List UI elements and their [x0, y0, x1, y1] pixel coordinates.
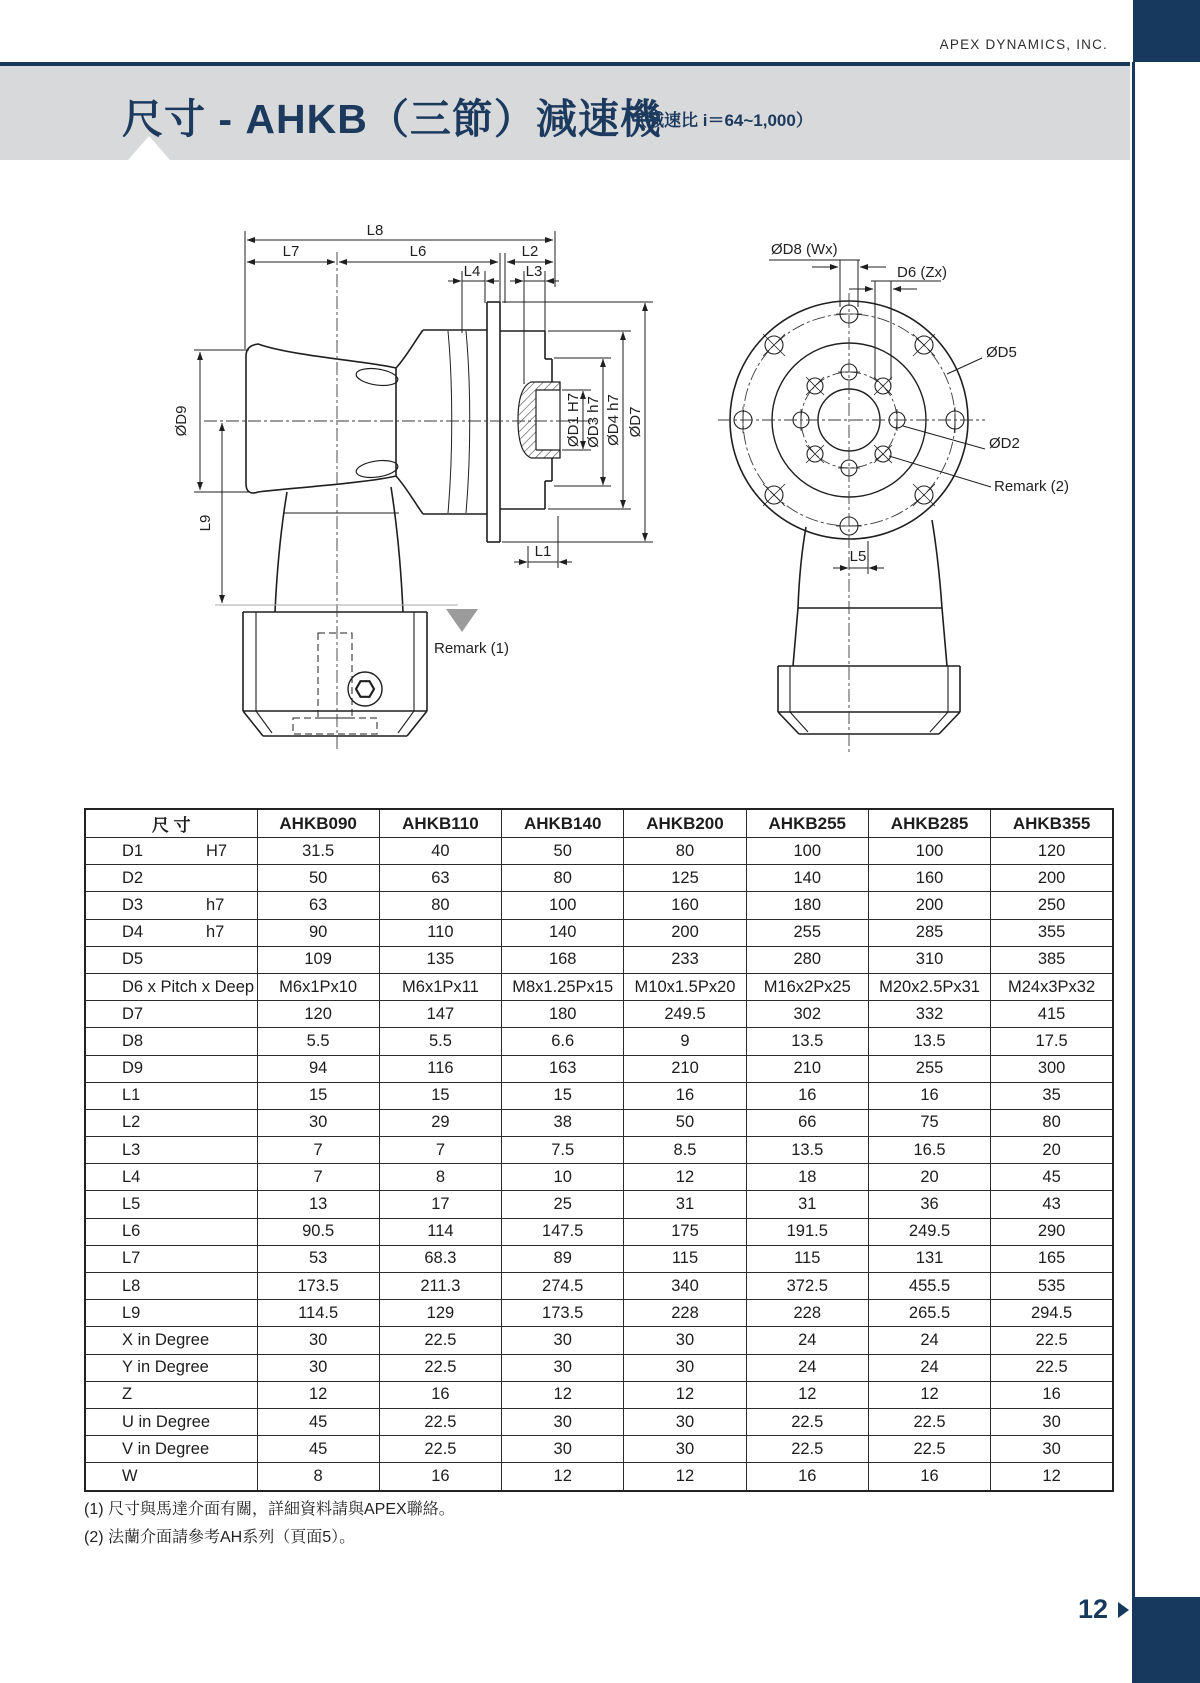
row-label-name: D4 — [122, 923, 144, 942]
row-label-name: L1 — [122, 1086, 141, 1105]
cell-value: 50 — [624, 1109, 746, 1136]
cell-value: 290 — [991, 1218, 1113, 1245]
cell-value: 30 — [624, 1354, 746, 1381]
cell-value: M20x2.5Px31 — [868, 973, 990, 1000]
cell-value: 30 — [991, 1436, 1113, 1463]
cell-value: 13.5 — [746, 1028, 868, 1055]
cell-value: 332 — [868, 1001, 990, 1028]
cell-value: 80 — [379, 892, 501, 919]
cell-value: 163 — [502, 1055, 624, 1082]
dim-label-d5: ØD5 — [986, 344, 1017, 361]
row-label — [85, 973, 257, 1000]
cell-value: 100 — [746, 838, 868, 865]
footnote-2: (2) 法蘭介面請參考AH系列（頁面5）。 — [84, 1529, 356, 1546]
col-header-model: AHKB355 — [991, 809, 1113, 838]
row-label-name: Z — [122, 1385, 133, 1404]
remark1-triangle — [446, 609, 478, 632]
cell-value: 372.5 — [746, 1273, 868, 1300]
dim-label-d4: ØD4 h7 — [605, 394, 622, 446]
cell-value: 415 — [991, 1001, 1113, 1028]
cell-value: 22.5 — [746, 1408, 868, 1435]
dim-label-l6: L6 — [409, 243, 427, 260]
cell-value: 24 — [746, 1354, 868, 1381]
cell-value: 22.5 — [379, 1327, 501, 1354]
row-label — [85, 838, 257, 865]
cell-value: 7 — [379, 1137, 501, 1164]
row-label — [85, 1300, 257, 1327]
cell-value: 17 — [379, 1191, 501, 1218]
cell-value: 115 — [746, 1245, 868, 1272]
cell-value: 233 — [624, 946, 746, 973]
cell-value: 455.5 — [868, 1273, 990, 1300]
cell-value: 12 — [624, 1164, 746, 1191]
cell-value: 30 — [624, 1327, 746, 1354]
col-header-model: AHKB255 — [746, 809, 868, 838]
table-row — [85, 1408, 1113, 1435]
cell-value: 114.5 — [257, 1300, 379, 1327]
table-row — [85, 865, 1113, 892]
cell-value: M16x2Px25 — [746, 973, 868, 1000]
col-header-model: AHKB285 — [868, 809, 990, 838]
cell-value: 30 — [502, 1436, 624, 1463]
col-header-model: AHKB090 — [257, 809, 379, 838]
cell-value: 12 — [257, 1381, 379, 1408]
row-label-name: L9 — [122, 1303, 141, 1322]
row-label — [85, 1463, 257, 1491]
cell-value: 110 — [379, 919, 501, 946]
table-row — [85, 1055, 1113, 1082]
cell-value: 22.5 — [991, 1327, 1113, 1354]
cell-value: 29 — [379, 1109, 501, 1136]
cell-value: 173.5 — [257, 1273, 379, 1300]
cell-value: 12 — [868, 1381, 990, 1408]
row-label-name: L3 — [122, 1140, 141, 1159]
table-row — [85, 1381, 1113, 1408]
table-head-row — [85, 809, 1113, 838]
cell-value: 168 — [502, 946, 624, 973]
dimension-table — [84, 808, 1114, 1492]
cell-value: 15 — [257, 1082, 379, 1109]
cell-value: M6x1Px11 — [379, 973, 501, 1000]
cell-value: 8 — [257, 1463, 379, 1491]
cell-value: 12 — [624, 1463, 746, 1491]
cell-value: 265.5 — [868, 1300, 990, 1327]
row-label-name: L7 — [122, 1249, 141, 1268]
row-label-tolerance: h7 — [206, 895, 225, 914]
cell-value: 12 — [746, 1381, 868, 1408]
cell-value: 249.5 — [624, 1001, 746, 1028]
cell-value: 63 — [379, 865, 501, 892]
cell-value: 6.6 — [502, 1028, 624, 1055]
cell-value: 15 — [502, 1082, 624, 1109]
cell-value: 160 — [868, 865, 990, 892]
table-row — [85, 1436, 1113, 1463]
cell-value: 7.5 — [502, 1137, 624, 1164]
page-arrow-icon — [1118, 1602, 1129, 1618]
cell-value: 36 — [868, 1191, 990, 1218]
row-label-name: D2 — [122, 868, 144, 887]
cell-value: 160 — [624, 892, 746, 919]
row-label-name: D8 — [122, 1031, 144, 1050]
cell-value: 30 — [257, 1109, 379, 1136]
cell-value: 16 — [868, 1463, 990, 1491]
cell-value: 129 — [379, 1300, 501, 1327]
cell-value: 116 — [379, 1055, 501, 1082]
cell-value: 175 — [624, 1218, 746, 1245]
cell-value: 17.5 — [991, 1028, 1113, 1055]
cell-value: 255 — [746, 919, 868, 946]
cell-value: 12 — [624, 1381, 746, 1408]
row-label-tolerance: h7 — [206, 923, 225, 942]
row-label-name: L8 — [122, 1276, 141, 1295]
table-row — [85, 892, 1113, 919]
cell-value: 20 — [868, 1164, 990, 1191]
cell-value: 18 — [746, 1164, 868, 1191]
cell-value: 22.5 — [868, 1408, 990, 1435]
table-row — [85, 1082, 1113, 1109]
row-label — [85, 1164, 257, 1191]
cell-value: 45 — [991, 1164, 1113, 1191]
row-label — [85, 1327, 257, 1354]
dim-label-d6: D6 (Zx) — [897, 264, 947, 281]
cell-value: 53 — [257, 1245, 379, 1272]
cell-value: 125 — [624, 865, 746, 892]
cell-value: 12 — [502, 1381, 624, 1408]
remark2-label: Remark (2) — [994, 478, 1070, 495]
remark1-label: Remark (1) — [434, 640, 510, 657]
cell-value: 140 — [746, 865, 868, 892]
page-subtitle: （減速比 i＝64~1,000） — [630, 111, 813, 130]
cell-value: 140 — [502, 919, 624, 946]
cell-value: 24 — [868, 1354, 990, 1381]
cell-value: 302 — [746, 1001, 868, 1028]
row-label — [85, 1028, 257, 1055]
row-label-name: X in Degree — [122, 1330, 210, 1349]
cell-value: 35 — [991, 1082, 1113, 1109]
cell-value: 200 — [624, 919, 746, 946]
cell-value: 180 — [502, 1001, 624, 1028]
cell-value: 22.5 — [379, 1354, 501, 1381]
cell-value: 250 — [991, 892, 1113, 919]
cell-value: 13 — [257, 1191, 379, 1218]
cell-value: 38 — [502, 1109, 624, 1136]
cell-value: 22.5 — [868, 1436, 990, 1463]
table-row — [85, 1137, 1113, 1164]
side-view-labels — [173, 222, 644, 657]
dim-label-d3: ØD3 h7 — [585, 396, 602, 448]
dim-label-d1: ØD1 H7 — [565, 392, 582, 448]
cell-value: 30 — [257, 1354, 379, 1381]
cell-value: M6x1Px10 — [257, 973, 379, 1000]
row-label-tolerance: H7 — [206, 841, 228, 860]
cell-value: 16 — [624, 1082, 746, 1109]
row-label-name: D6 x Pitch x Deep — [122, 977, 255, 996]
cell-value: 16 — [379, 1463, 501, 1491]
cell-value: 7 — [257, 1164, 379, 1191]
cell-value: 30 — [502, 1327, 624, 1354]
cell-value: 16 — [746, 1082, 868, 1109]
row-label — [85, 1109, 257, 1136]
cell-value: 100 — [868, 838, 990, 865]
cell-value: 228 — [746, 1300, 868, 1327]
row-label — [85, 865, 257, 892]
cell-value: 340 — [624, 1273, 746, 1300]
cell-value: 385 — [991, 946, 1113, 973]
side-view-hidden-lines — [293, 633, 377, 734]
row-label-name: D9 — [122, 1059, 144, 1078]
row-label — [85, 1436, 257, 1463]
cell-value: 75 — [868, 1109, 990, 1136]
cell-value: 310 — [868, 946, 990, 973]
cell-value: 50 — [257, 865, 379, 892]
table-row — [85, 919, 1113, 946]
col-header-dimension: 尺 寸 — [85, 809, 257, 838]
row-label-name: D3 — [122, 895, 144, 914]
cell-value: 16 — [868, 1082, 990, 1109]
cell-value: 109 — [257, 946, 379, 973]
cell-value: 191.5 — [746, 1218, 868, 1245]
col-header-model: AHKB110 — [379, 809, 501, 838]
cell-value: 90.5 — [257, 1218, 379, 1245]
cell-value: 294.5 — [991, 1300, 1113, 1327]
cell-value: 200 — [868, 892, 990, 919]
row-label-name: L4 — [122, 1167, 141, 1186]
dim-label-l2: L2 — [521, 243, 539, 260]
cell-value: 31.5 — [257, 838, 379, 865]
cell-value: 10 — [502, 1164, 624, 1191]
side-view-centerlines — [204, 252, 596, 750]
row-label-name: Y in Degree — [122, 1358, 209, 1377]
row-label-name: L5 — [122, 1195, 141, 1214]
cell-value: 25 — [502, 1191, 624, 1218]
cell-value: 285 — [868, 919, 990, 946]
cell-value: 7 — [257, 1137, 379, 1164]
cell-value: 80 — [991, 1109, 1113, 1136]
row-label — [85, 892, 257, 919]
cell-value: 90 — [257, 919, 379, 946]
row-label — [85, 1245, 257, 1272]
cell-value: 5.5 — [379, 1028, 501, 1055]
table-row — [85, 1164, 1113, 1191]
cell-value: 16 — [746, 1463, 868, 1491]
row-label-name: W — [122, 1466, 138, 1485]
table-row — [85, 1327, 1113, 1354]
cell-value: 280 — [746, 946, 868, 973]
dim-label-l8: L8 — [366, 222, 384, 239]
cell-value: 15 — [379, 1082, 501, 1109]
cell-value: 12 — [991, 1463, 1113, 1491]
cell-value: 535 — [991, 1273, 1113, 1300]
cell-value: 115 — [624, 1245, 746, 1272]
row-label-name: V in Degree — [122, 1439, 210, 1458]
dim-label-l9: L9 — [197, 514, 214, 532]
cell-value: 30 — [257, 1327, 379, 1354]
row-label-name: D5 — [122, 950, 144, 969]
dim-label-d9: ØD9 — [173, 405, 190, 437]
dim-label-l4: L4 — [463, 263, 481, 280]
front-view-centerlines — [718, 293, 985, 753]
cell-value: 45 — [257, 1436, 379, 1463]
cell-value: 22.5 — [746, 1436, 868, 1463]
cell-value: 120 — [991, 838, 1113, 865]
table-row — [85, 1191, 1113, 1218]
cell-value: 30 — [502, 1408, 624, 1435]
cell-value: 120 — [257, 1001, 379, 1028]
cell-value: 131 — [868, 1245, 990, 1272]
cell-value: 30 — [502, 1354, 624, 1381]
cell-value: 20 — [991, 1137, 1113, 1164]
company-name: APEX DYNAMICS, INC. — [939, 37, 1108, 52]
table-row — [85, 1218, 1113, 1245]
cell-value: 8 — [379, 1164, 501, 1191]
row-label — [85, 1191, 257, 1218]
dim-label-d2: ØD2 — [989, 435, 1020, 452]
table-row — [85, 973, 1113, 1000]
table-row — [85, 1463, 1113, 1491]
row-label — [85, 1273, 257, 1300]
page-number-value: 12 — [1078, 1594, 1109, 1624]
cell-value: 165 — [991, 1245, 1113, 1272]
cell-value: 16 — [991, 1381, 1113, 1408]
cell-value: 135 — [379, 946, 501, 973]
row-label-name: L6 — [122, 1222, 141, 1241]
cell-value: 8.5 — [624, 1137, 746, 1164]
cell-value: 300 — [991, 1055, 1113, 1082]
cell-value: 12 — [502, 1463, 624, 1491]
row-label — [85, 1354, 257, 1381]
row-label — [85, 1218, 257, 1245]
cell-value: 31 — [746, 1191, 868, 1218]
table-row — [85, 1354, 1113, 1381]
dim-label-l3: L3 — [525, 263, 543, 280]
cell-value: 249.5 — [868, 1218, 990, 1245]
row-label — [85, 1001, 257, 1028]
cell-value: 100 — [502, 892, 624, 919]
cell-value: 40 — [379, 838, 501, 865]
row-label — [85, 1137, 257, 1164]
table-row — [85, 1300, 1113, 1327]
cell-value: 147 — [379, 1001, 501, 1028]
row-label — [85, 1408, 257, 1435]
row-label — [85, 1082, 257, 1109]
cell-value: 210 — [624, 1055, 746, 1082]
row-label — [85, 919, 257, 946]
cell-value: 114 — [379, 1218, 501, 1245]
cell-value: 228 — [624, 1300, 746, 1327]
cell-value: 9 — [624, 1028, 746, 1055]
cell-value: 30 — [991, 1408, 1113, 1435]
cell-value: 180 — [746, 892, 868, 919]
row-label-name: U in Degree — [122, 1412, 211, 1431]
cell-value: 45 — [257, 1408, 379, 1435]
cell-value: 200 — [991, 865, 1113, 892]
table-row — [85, 946, 1113, 973]
table-row — [85, 838, 1113, 865]
row-label-name: L2 — [122, 1113, 141, 1132]
cell-value: M10x1.5Px20 — [624, 973, 746, 1000]
cell-value: 80 — [624, 838, 746, 865]
dim-label-l5: L5 — [849, 548, 867, 565]
table-row — [85, 1001, 1113, 1028]
cell-value: 16.5 — [868, 1137, 990, 1164]
cell-value: 147.5 — [502, 1218, 624, 1245]
side-view-outline — [243, 302, 562, 736]
cell-value: 22.5 — [991, 1354, 1113, 1381]
cell-value: 30 — [624, 1408, 746, 1435]
table-row — [85, 1028, 1113, 1055]
footnote-1: (1) 尺寸與馬達介面有關，詳細資料請與APEX聯絡。 — [84, 1501, 455, 1518]
cell-value: 211.3 — [379, 1273, 501, 1300]
cell-value: 31 — [624, 1191, 746, 1218]
col-header-model: AHKB140 — [502, 809, 624, 838]
cell-value: 24 — [746, 1327, 868, 1354]
cell-value: 13.5 — [746, 1137, 868, 1164]
cell-value: 22.5 — [379, 1408, 501, 1435]
table-row — [85, 1245, 1113, 1272]
dim-label-l1: L1 — [534, 543, 552, 560]
cell-value: 89 — [502, 1245, 624, 1272]
cell-value: M8x1.25Px15 — [502, 973, 624, 1000]
cell-value: 24 — [868, 1327, 990, 1354]
cell-value: 13.5 — [868, 1028, 990, 1055]
dim-label-l7: L7 — [282, 243, 300, 260]
cell-value: 210 — [746, 1055, 868, 1082]
cell-value: 30 — [624, 1436, 746, 1463]
row-label — [85, 946, 257, 973]
cell-value: 255 — [868, 1055, 990, 1082]
col-header-model: AHKB200 — [624, 809, 746, 838]
page-title: 尺寸 - AHKB（三節）減速機 — [122, 96, 662, 142]
cell-value: 68.3 — [379, 1245, 501, 1272]
cell-value: 355 — [991, 919, 1113, 946]
dim-label-d7: ØD7 — [627, 406, 644, 438]
table-body — [85, 838, 1113, 1491]
cell-value: 22.5 — [379, 1436, 501, 1463]
table-row — [85, 1109, 1113, 1136]
cell-value: 50 — [502, 838, 624, 865]
cell-value: 63 — [257, 892, 379, 919]
cell-value: 66 — [746, 1109, 868, 1136]
cell-value: 16 — [379, 1381, 501, 1408]
table-row — [85, 1273, 1113, 1300]
row-label — [85, 1055, 257, 1082]
cell-value: 43 — [991, 1191, 1113, 1218]
row-label-name: D7 — [122, 1004, 144, 1023]
row-label-name: D1 — [122, 841, 144, 860]
cell-value: 80 — [502, 865, 624, 892]
cell-value: M24x3Px32 — [991, 973, 1113, 1000]
cell-value: 274.5 — [502, 1273, 624, 1300]
page-number — [1078, 1594, 1129, 1625]
cell-value: 5.5 — [257, 1028, 379, 1055]
row-label — [85, 1381, 257, 1408]
cell-value: 94 — [257, 1055, 379, 1082]
cell-value: 173.5 — [502, 1300, 624, 1327]
dim-label-d8: ØD8 (Wx) — [771, 241, 838, 258]
